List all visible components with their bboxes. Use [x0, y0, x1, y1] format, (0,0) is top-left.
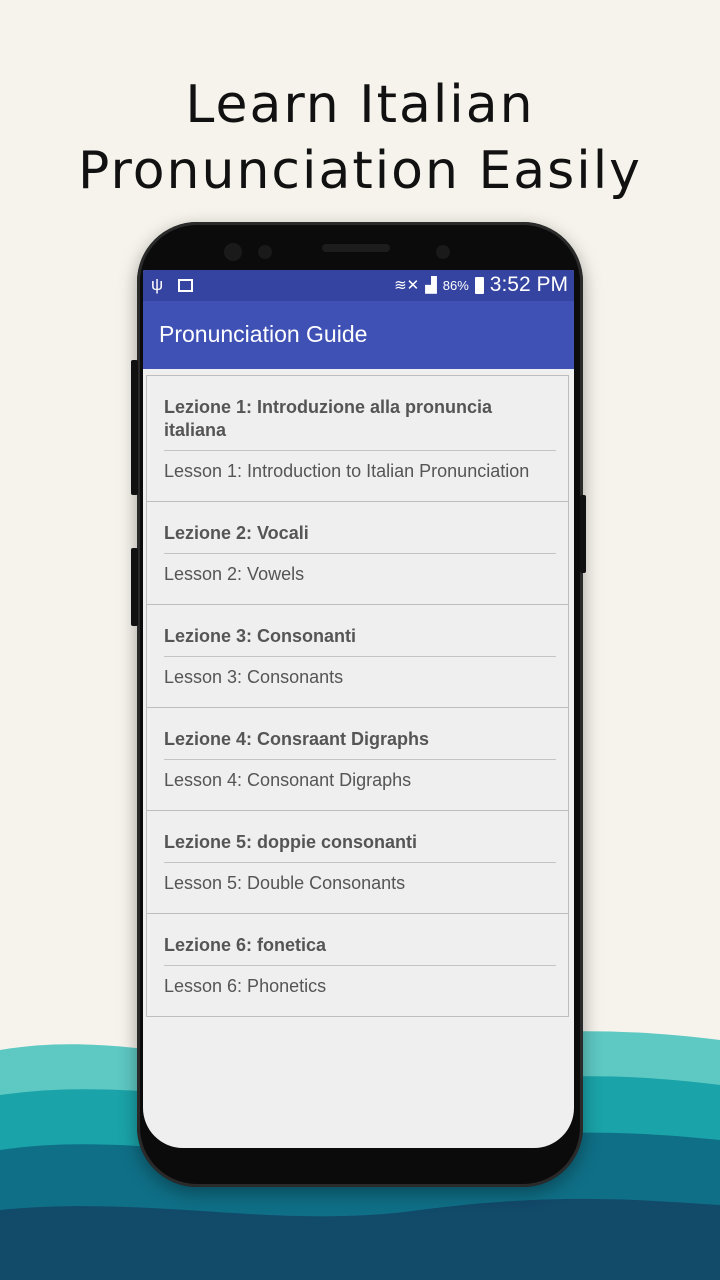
lesson-title-italian: Lezione 2: Vocali [164, 522, 556, 554]
signal-icon: ▟ [425, 277, 437, 294]
promo-headline [0, 72, 720, 204]
page-title: Pronunciation Guide [159, 321, 368, 347]
lesson-item-3[interactable] [146, 605, 569, 708]
phone-volume-up-button [131, 360, 138, 495]
usb-icon: ψ [151, 275, 164, 294]
lesson-title-english: Lesson 5: Double Consonants [164, 873, 406, 893]
lesson-item-5[interactable] [146, 811, 569, 914]
lesson-item-1[interactable] [146, 375, 569, 502]
lesson-title-italian: Lezione 1: Introduzione alla pronuncia italiana [164, 396, 556, 451]
phone-volume-down-button [131, 548, 138, 626]
lesson-title-italian: Lezione 6: fonetica [164, 934, 556, 966]
lesson-title-italian: Lezione 3: Consonanti [164, 625, 556, 657]
app-screen [143, 270, 574, 1148]
lesson-title-english: Lesson 3: Consonants [164, 667, 344, 687]
status-left [151, 275, 193, 295]
battery-charging-icon [475, 277, 484, 294]
lesson-list [146, 375, 569, 1017]
status-time: 3:52 PM [489, 273, 568, 296]
lesson-title-italian: Lezione 4: Consraant Digraphs [164, 728, 556, 760]
lesson-item-4[interactable] [146, 708, 569, 811]
lesson-item-6[interactable] [146, 914, 569, 1017]
lesson-title-english: Lesson 1: Introduction to Italian Pronunciation [164, 461, 530, 481]
lesson-title-english: Lesson 4: Consonant Digraphs [164, 770, 412, 790]
status-bar [143, 270, 574, 301]
vibrate-mute-icon: ≋✕ [394, 277, 420, 294]
lesson-title-italian: Lezione 5: doppie consonanti [164, 831, 556, 863]
status-right [394, 273, 568, 297]
phone-sensor [258, 245, 272, 259]
headline-line-2: Pronunciation Easily [78, 141, 642, 201]
headline-line-1: Learn Italian [185, 75, 535, 135]
phone-camera [224, 243, 242, 261]
battery-percent: 86% [442, 277, 469, 293]
lesson-item-2[interactable] [146, 502, 569, 605]
phone-power-button [580, 495, 586, 573]
app-bar [143, 301, 574, 369]
phone-front-camera [436, 245, 450, 259]
image-icon [178, 279, 193, 292]
lesson-title-english: Lesson 2: Vowels [164, 564, 305, 584]
phone-speaker [322, 244, 390, 252]
lesson-title-english: Lesson 6: Phonetics [164, 976, 327, 996]
